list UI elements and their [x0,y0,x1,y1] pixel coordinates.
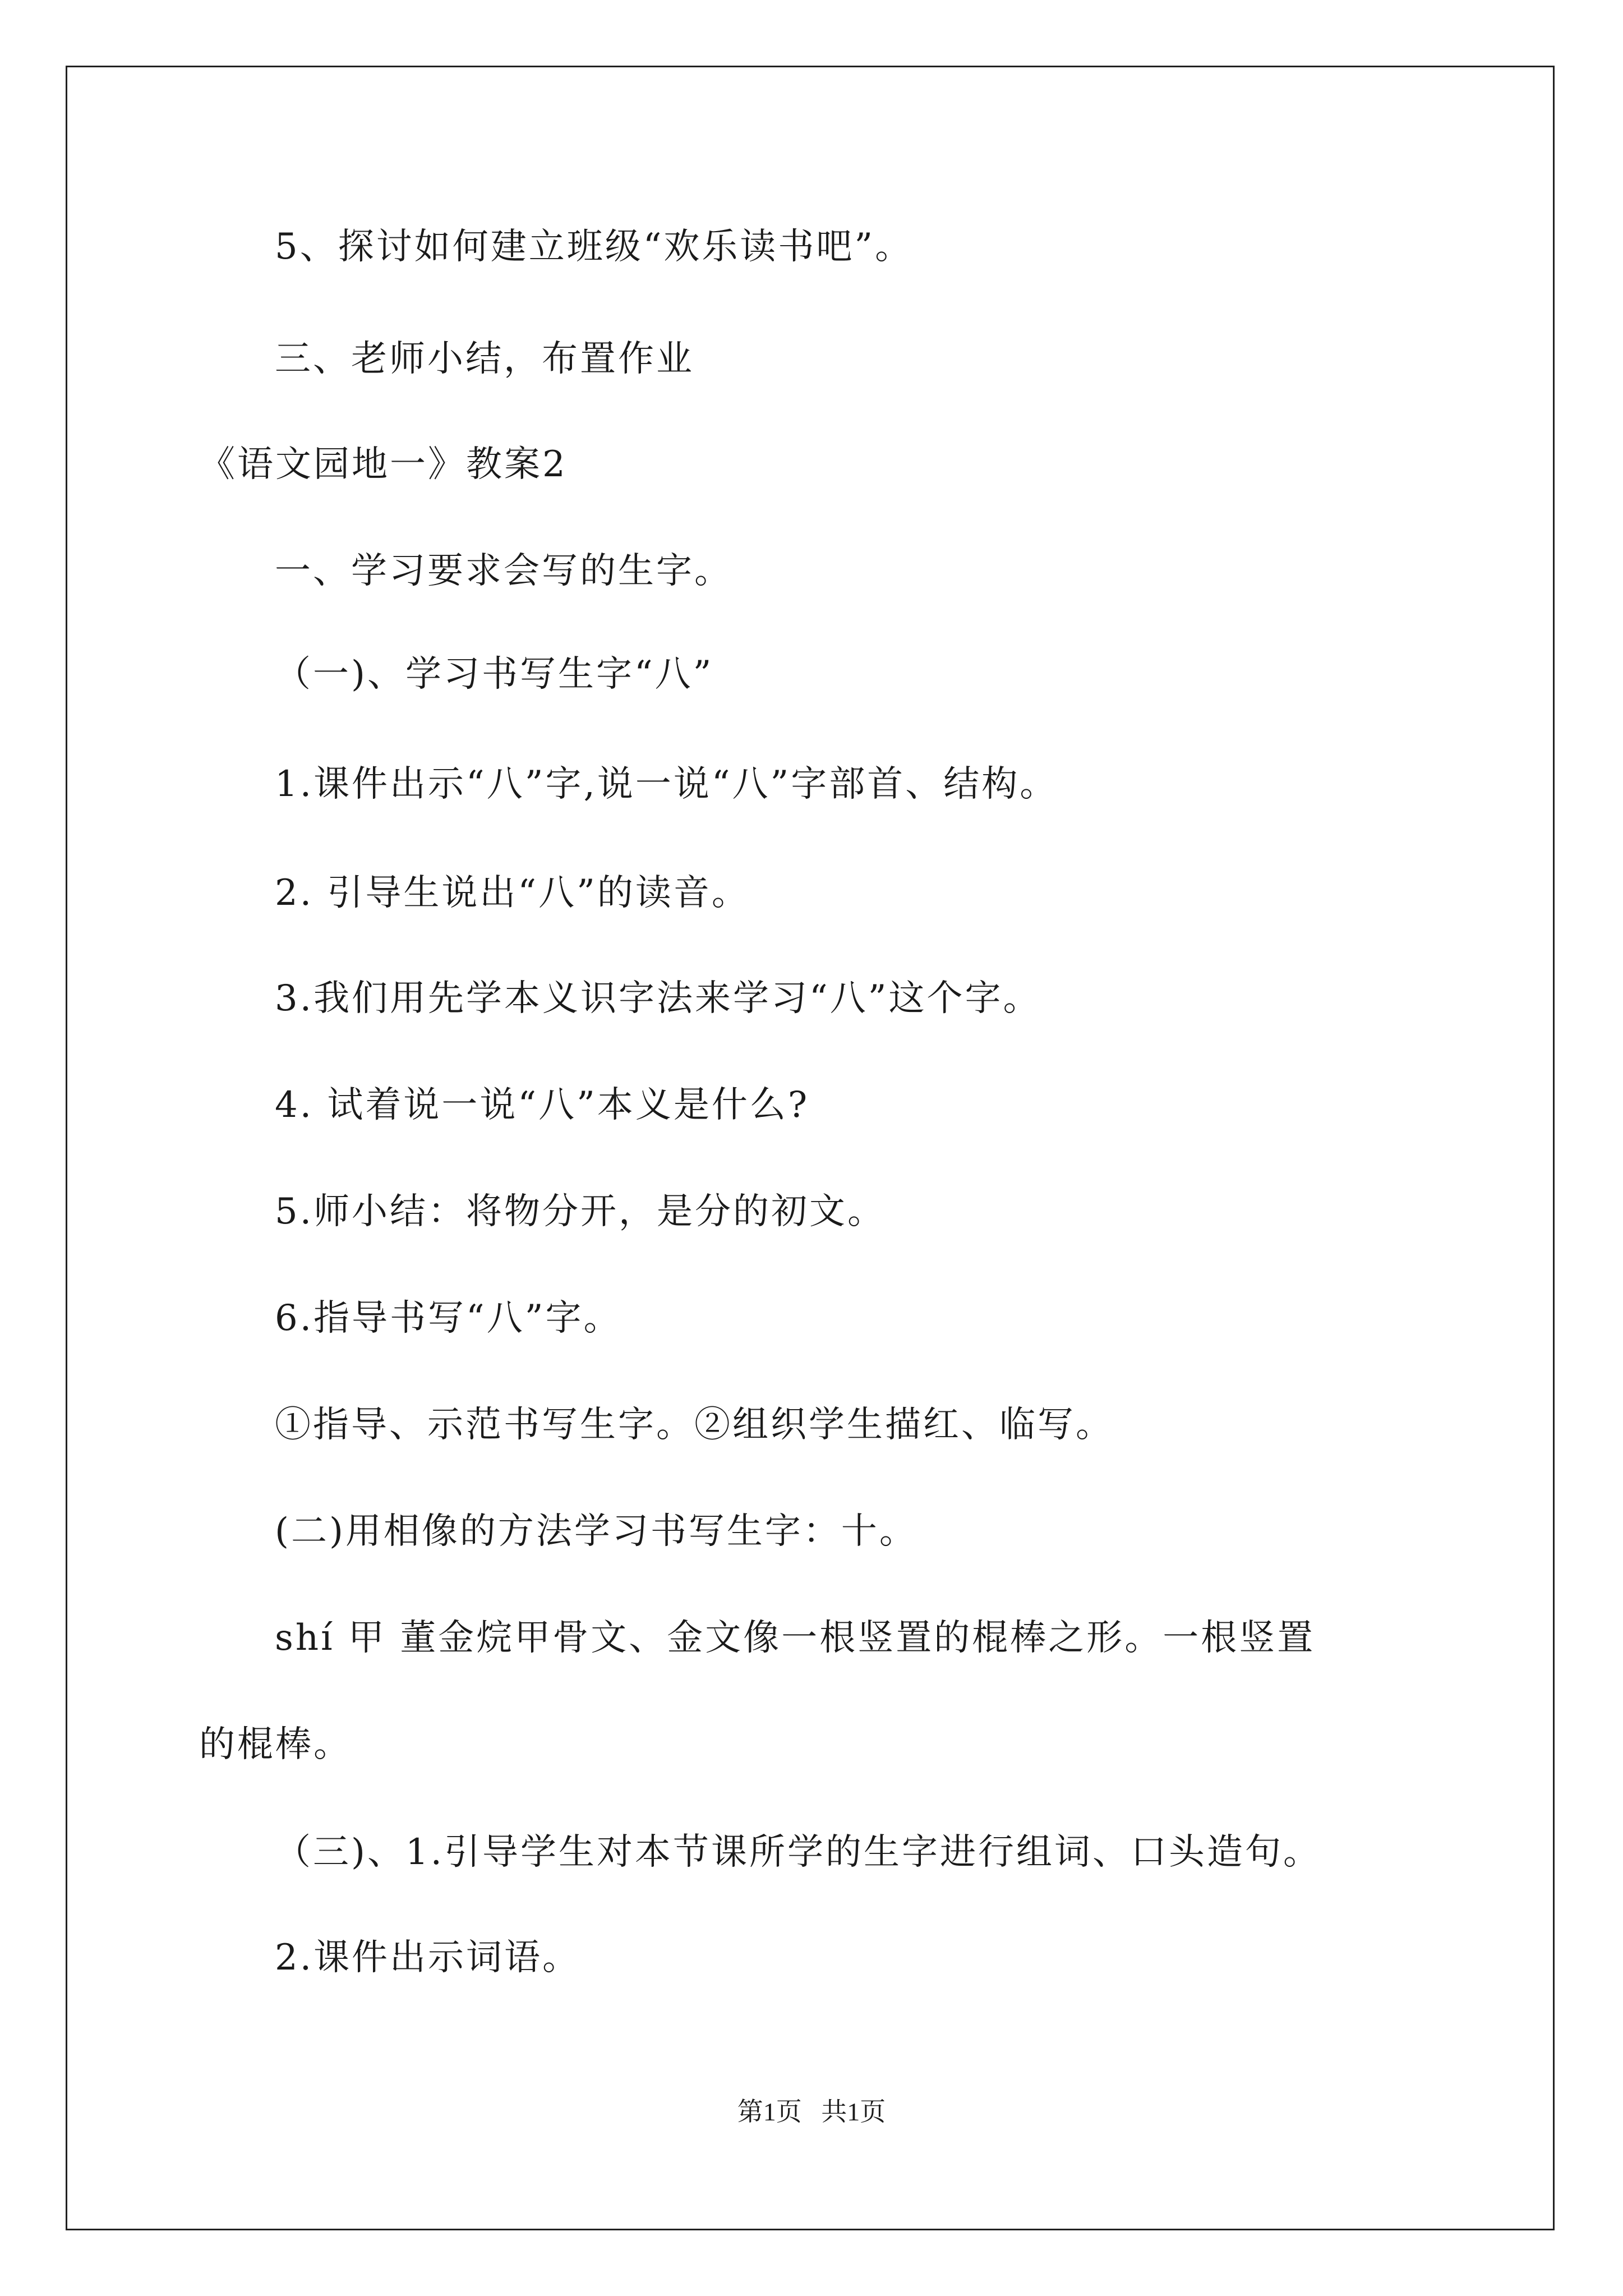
paragraph-line: ①指导、示范书写生字。②组织学生描红、临写。 [275,1404,1114,1446]
section-heading: 三、老师小结，布置作业 [275,338,694,380]
page-border [66,66,1555,2230]
paragraph-line: 3.我们用先学本义识字法来学习“八”这个字。 [275,978,1041,1019]
page-number-footer: 第1页 共1页 [737,2097,886,2126]
paragraph-line: 2.课件出示词语。 [275,1937,581,1978]
paragraph-line: 2. 引导生说出“八”的读音。 [275,872,750,914]
document-title: 《语文园地一》教案2 [199,444,568,485]
section-heading: 一、学习要求会写的生字。 [275,550,732,592]
paragraph-line: 5、探讨如何建立班级“欢乐读书吧”。 [275,226,914,268]
paragraph-line: 5.师小结：将物分开，是分的初文。 [275,1191,886,1232]
subsection-heading: (二)用相像的方法学习书写生字：十。 [275,1511,917,1552]
paragraph-line: shí 甲 董金烷甲骨文、金文像一根竖置的棍棒之形。一根竖置 [275,1617,1316,1659]
subsection-heading: （一)、学习书写生字“八” [275,654,714,695]
paragraph-line-continued: 的棍棒。 [199,1724,352,1765]
paragraph-line: 4. 试着说一说“八”本义是什么? [275,1084,810,1126]
subsection-heading: （三)、1.引导学生对本节课所学的生字进行组词、口头造句。 [275,1832,1322,1873]
paragraph-line: 6.指导书写“八”字。 [275,1297,622,1339]
paragraph-line: 1.课件出示“八”字,说一说“八”字部首、结构。 [275,763,1058,805]
